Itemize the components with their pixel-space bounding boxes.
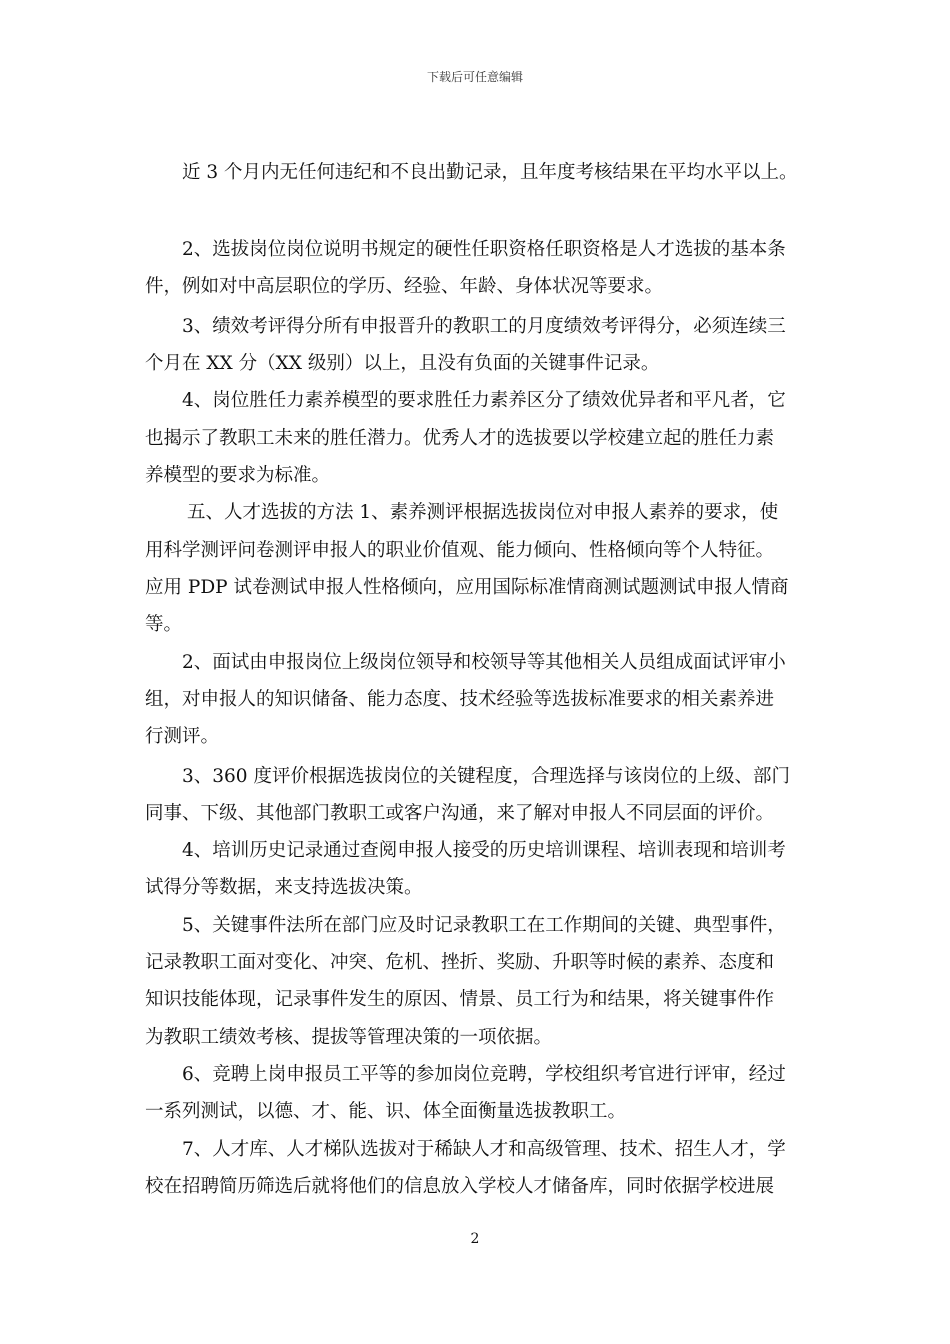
text-line: 应用 PDP 试卷测试申报人性格倾向，应用国际标准情商测试题测试申报人情商 [145, 577, 789, 598]
text-line: 用科学测评问卷测评申报人的职业价值观、能力倾向、性格倾向等个人特征。 [145, 540, 775, 561]
text-line: 组，对申报人的知识储备、能力态度、技术经验等选拔标准要求的相关素养进 [145, 689, 775, 710]
text-line: 记录教职工面对变化、冲突、危机、挫折、奖励、升职等时候的素养、态度和 [145, 952, 775, 973]
text-line: 3、绩效考评得分所有申报晋升的教职工的月度绩效考评得分，必须连续三 [182, 316, 786, 337]
text-line: 也揭示了教职工未来的胜任潜力。优秀人才的选拔要以学校建立起的胜任力素 [145, 428, 775, 449]
text-line: 2、面试由申报岗位上级岗位领导和校领导等其他相关人员组成面试评审小 [182, 652, 786, 673]
text-line: 2、选拔岗位岗位说明书规定的硬性任职资格任职资格是人才选拔的基本条 [182, 239, 786, 260]
text-line: 为教职工绩效考核、提拔等管理决策的一项依据。 [145, 1027, 553, 1048]
text-line: 五、人才选拔的方法 1、素养测评根据选拔岗位对申报人素养的要求，使 [187, 502, 779, 523]
text-line: 同事、下级、其他部门教职工或客户沟通，来了解对申报人不同层面的评价。 [145, 803, 775, 824]
text-line: 个月在 XX 分（XX 级别）以上，且没有负面的关键事件记录。 [145, 353, 660, 374]
text-line: 3、360 度评价根据选拔岗位的关键程度，合理选择与该岗位的上级、部门 [182, 766, 790, 787]
text-line: 4、岗位胜任力素养模型的要求胜任力素养区分了绩效优异者和平凡者，它 [182, 390, 786, 411]
text-line: 近 3 个月内无任何违纪和不良出勤记录，且年度考核结果在平均水平以上。 [182, 162, 798, 183]
text-line: 等。 [145, 614, 183, 635]
text-line: 行测评。 [145, 726, 220, 747]
page-number: 2 [470, 1231, 480, 1247]
text-line: 一系列测试，以德、才、能、识、体全面衡量选拔教职工。 [145, 1101, 627, 1122]
text-line: 7、人才库、人才梯队选拔对于稀缺人才和高级管理、技术、招生人才，学 [182, 1139, 786, 1160]
text-line: 6、竞聘上岗申报员工平等的参加岗位竞聘，学校组织考官进行评审，经过 [182, 1064, 786, 1085]
text-line: 5、关键事件法所在部门应及时记录教职工在工作期间的关键、典型事件， [182, 915, 786, 936]
text-line: 校在招聘简历筛选后就将他们的信息放入学校人才储备库，同时依据学校进展 [145, 1176, 775, 1197]
page-header: 下载后可任意编辑 [426, 70, 523, 84]
text-line: 养模型的要求为标准。 [145, 465, 331, 486]
text-line: 知识技能体现，记录事件发生的原因、情景、员工行为和结果，将关键事件作 [145, 989, 775, 1010]
text-line: 4、培训历史记录通过查阅申报人接受的历史培训课程、培训表现和培训考 [182, 840, 786, 861]
text-line: 件，例如对中高层职位的学历、经验、年龄、身体状况等要求。 [145, 276, 664, 297]
text-line: 试得分等数据，来支持选拔决策。 [145, 877, 423, 898]
